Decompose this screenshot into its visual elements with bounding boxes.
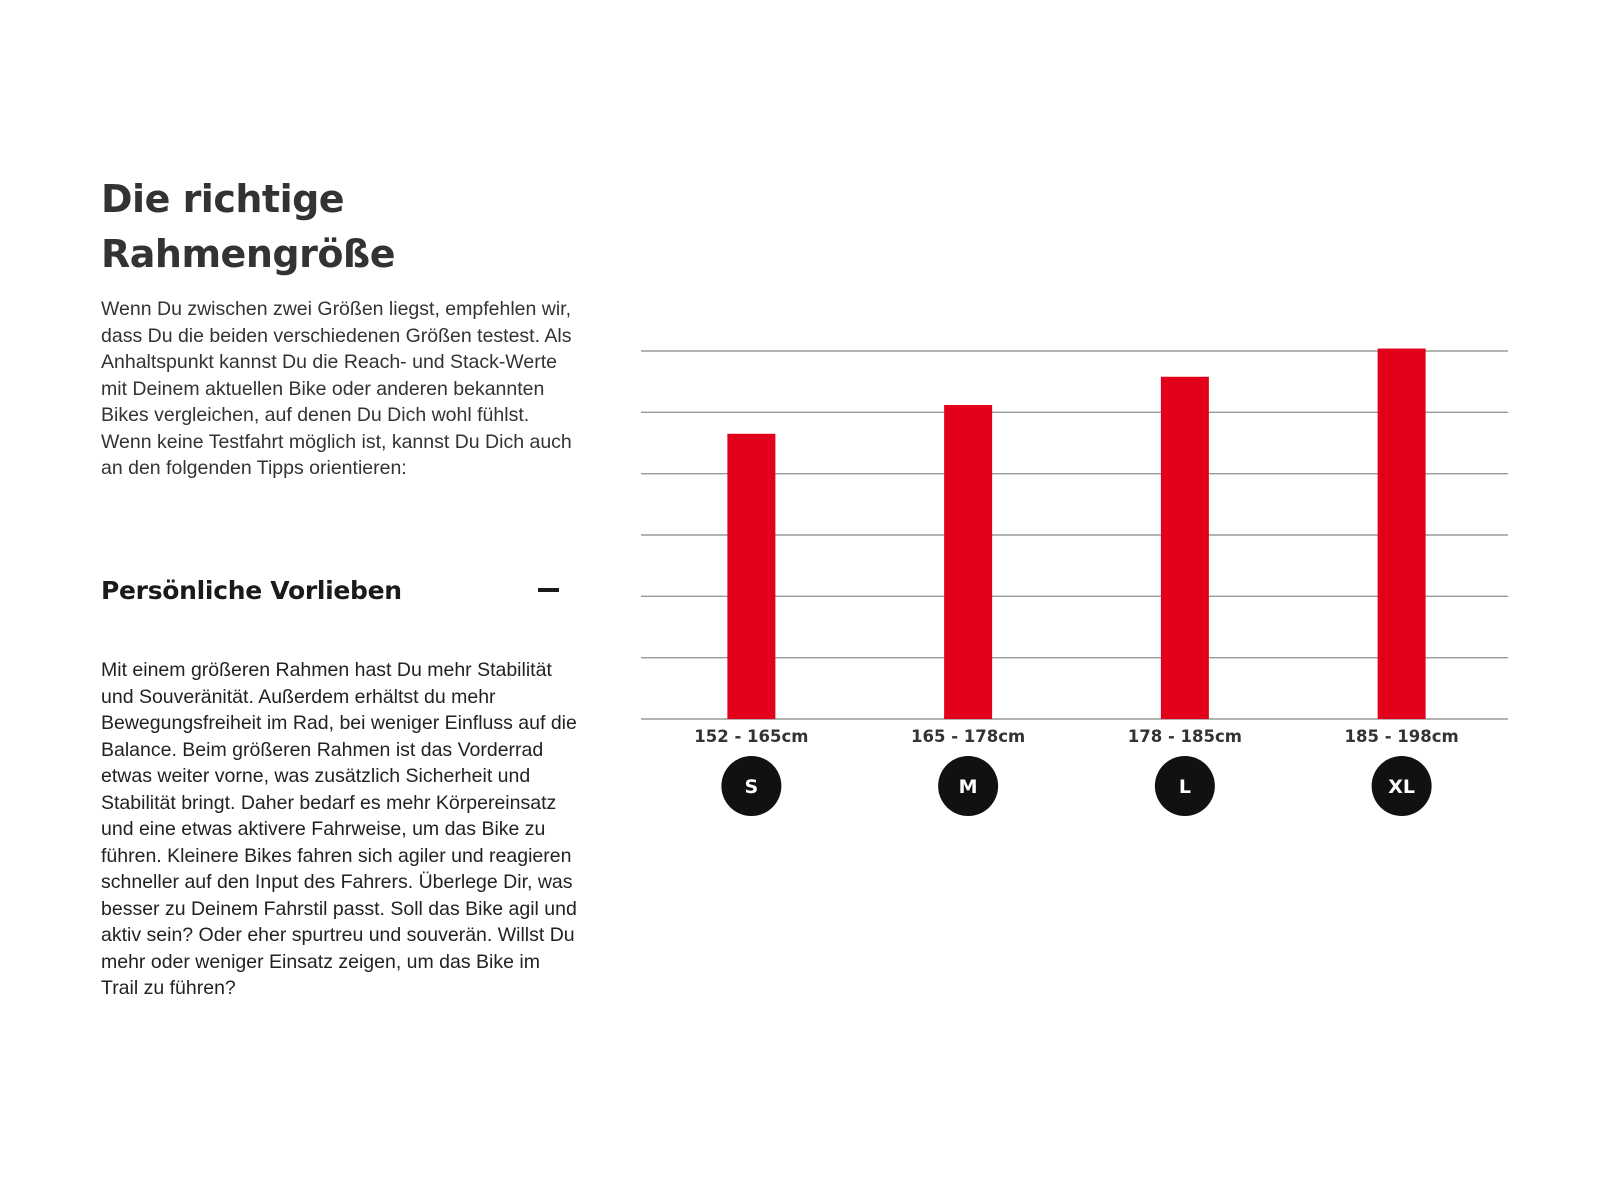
size-badge-label: L [1178, 776, 1191, 798]
chart-tick-label: 178 - 185cm [1127, 727, 1242, 746]
size-badge-label: M [958, 776, 978, 798]
chart-tick-label: 152 - 165cm [694, 727, 809, 746]
chart-tick-label: 185 - 198cm [1344, 727, 1459, 746]
size-badge-label: XL [1388, 776, 1416, 798]
chart-bar-l [1161, 377, 1209, 719]
intro-paragraph: Wenn Du zwischen zwei Größen liegst, empfehlen wir, dass Du die beiden verschiedenen Größen testest. Als Anhaltspunkt kannst Du die Reach- und Stack-Werte mit Deinem aktuellen Bike oder anderen bekannten Bikes vergleichen, auf denen Du Dich wohl fühlst. Wenn keine Testfahrt möglich ist, kannst Du Dich auch an den folgenden Tipps orientieren: [101, 298, 572, 479]
page-title: Die richtige Rahmengröße [101, 177, 396, 276]
accordion-title: Persönliche Vorlieben [101, 576, 402, 605]
chart-tick-label: 165 - 178cm [911, 727, 1026, 746]
size-badge-label: S [744, 776, 759, 798]
accordion-body-text: Mit einem größeren Rahmen hast Du mehr Stabilität und Souveränität. Außerdem erhältst du mehr Bewegungsfreiheit im Rad, bei weniger Einfluss auf die Balance. Beim größeren Rahmen ist das Vorderrad etwas weiter vorne, was zusätzlich Sicherheit und Stabilität bringt. Daher bedarf es mehr Körpereinsatz und eine etwas aktivere Fahrweise, um das Bike zu führen. Kleinere Bikes fahren sich agiler und reagieren schneller auf den Input des Fahrers. Überlege Dir, was besser zu Deinem Fahrstil passt. Soll das Bike agil und aktiv sein? Oder eher spurtreu und souverän. Willst Du mehr oder weniger Einsatz zeigen, um das Bike im Trail zu führen? [101, 659, 577, 999]
chart-bar-m [944, 405, 992, 719]
chart-bar-xl [1378, 349, 1426, 719]
chart-bar-s [727, 434, 775, 719]
